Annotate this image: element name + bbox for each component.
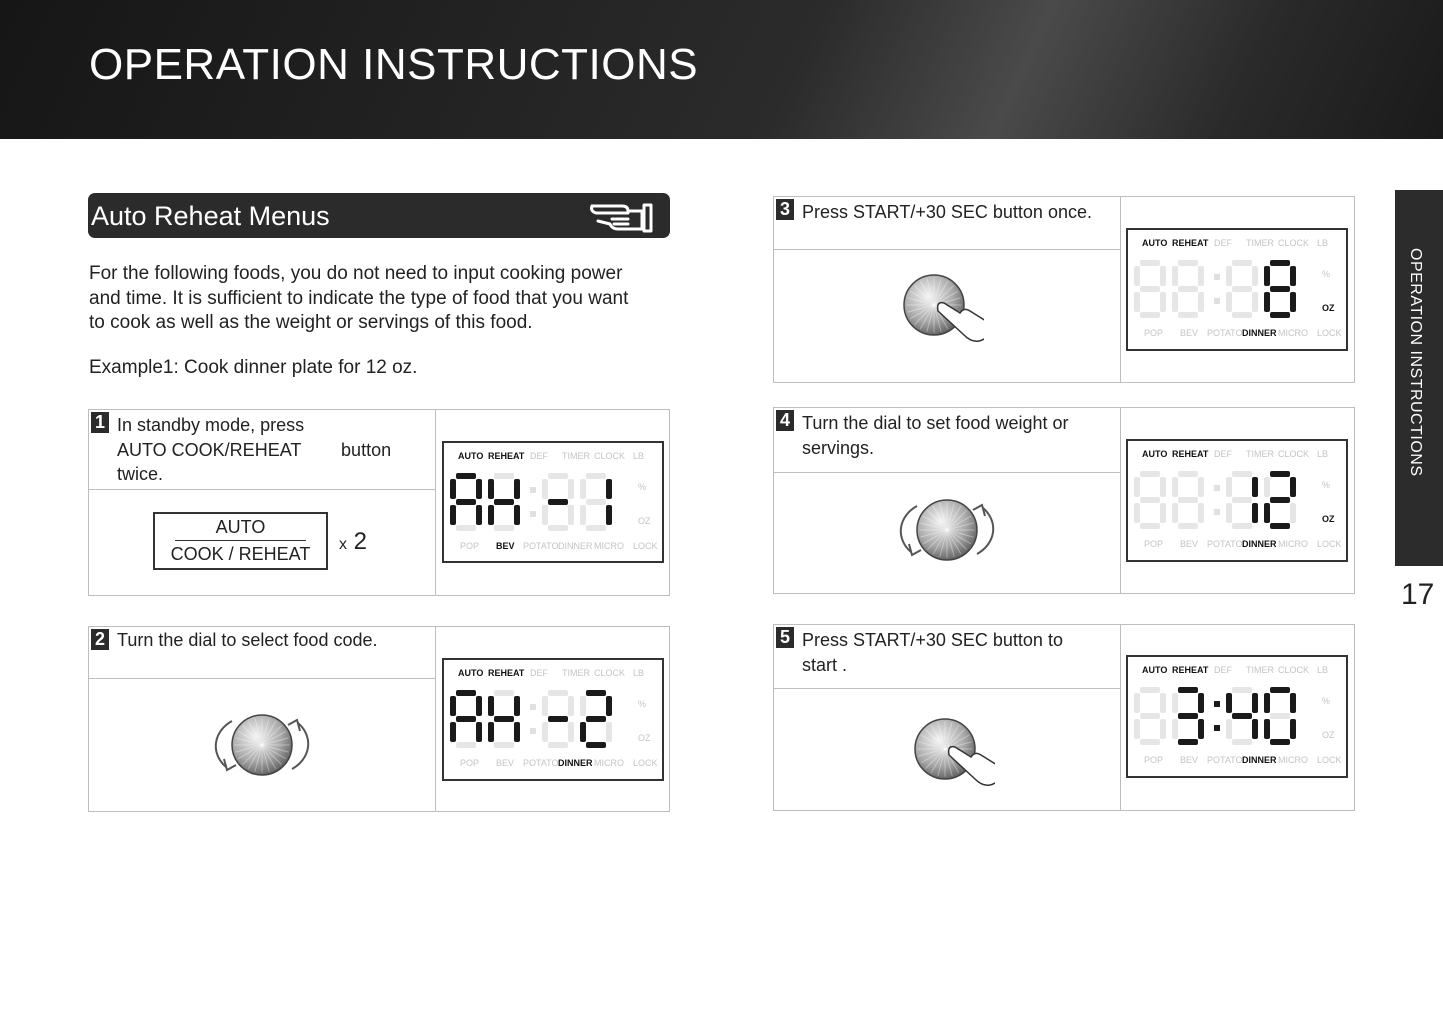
lcd-segment — [1140, 523, 1160, 529]
lcd-segment — [586, 716, 606, 722]
lcd-label: POTATO — [523, 541, 559, 551]
lcd-segment — [456, 690, 476, 696]
lcd-segment — [1232, 497, 1252, 503]
lcd-label: AUTO — [458, 668, 484, 678]
lcd-label: BEV — [1180, 328, 1199, 338]
lcd-segment — [1290, 477, 1296, 497]
lcd-label: LB — [1317, 449, 1329, 459]
lcd-segment — [494, 742, 514, 748]
lcd-label: LB — [633, 451, 645, 461]
lcd-segment — [1226, 266, 1232, 286]
lcd-label: TIMER — [1246, 238, 1274, 248]
lcd-label: MICRO — [1278, 539, 1308, 549]
example-text: Example1: Cook dinner plate for 12 oz. — [89, 357, 418, 378]
step-line: Turn the dial to set food weight or — [802, 413, 1069, 433]
step-line: AUTO COOK/REHEAT button — [117, 439, 392, 460]
lcd-segment — [1264, 477, 1270, 497]
lcd-segment — [494, 690, 514, 696]
lcd-colon — [1214, 509, 1220, 515]
lcd-segment — [1178, 312, 1198, 318]
lcd-segment — [1264, 719, 1270, 739]
lcd-segment — [1134, 477, 1140, 497]
lcd-segment — [456, 525, 476, 531]
lcd-label: DEF — [1214, 665, 1232, 675]
step-line: Press START/+30 SEC button once. — [802, 202, 1092, 222]
lcd-segment — [580, 479, 586, 499]
lcd-segment — [1232, 260, 1252, 266]
lcd-segment — [1178, 713, 1198, 719]
lcd-segment — [586, 499, 606, 505]
lcd-segment — [548, 690, 568, 696]
button-label-top: AUTO — [215, 517, 266, 537]
lcd-segment — [494, 499, 514, 505]
lcd-segment — [1252, 292, 1258, 312]
step-line: Turn the dial to select food code. — [117, 630, 378, 650]
lcd-label: TIMER — [562, 668, 590, 678]
lcd-segment — [456, 742, 476, 748]
lcd-segment — [1270, 523, 1290, 529]
lcd-colon — [1214, 701, 1220, 707]
lcd-segment — [606, 696, 612, 716]
lcd-segment — [1252, 719, 1258, 739]
lcd-segment — [476, 696, 482, 716]
step-instruction — [117, 413, 391, 487]
lcd-segment — [1252, 693, 1258, 713]
lcd-label: POP — [1144, 755, 1164, 765]
lcd-segment — [1198, 477, 1204, 497]
lcd-segment — [1232, 687, 1252, 693]
lcd-segment — [1198, 503, 1204, 523]
lcd-label: LOCK — [1317, 539, 1342, 549]
lcd-colon — [530, 487, 536, 493]
lcd-colon — [1214, 274, 1220, 280]
lcd-segment — [1178, 497, 1198, 503]
lcd-segment — [1270, 312, 1290, 318]
lcd-label: LB — [1317, 665, 1329, 675]
lcd-segment — [494, 716, 514, 722]
lcd-segment — [488, 696, 494, 716]
lcd-segment — [542, 696, 548, 716]
lcd-segment — [1270, 260, 1290, 266]
lcd-segment — [1226, 292, 1232, 312]
lcd-segment — [488, 722, 494, 742]
lcd-segment — [1140, 497, 1160, 503]
lcd-label: CLOCK — [594, 668, 626, 678]
step-1-panel — [88, 409, 670, 596]
step-number: 1 — [91, 412, 109, 433]
lcd-segment — [1226, 693, 1232, 713]
lcd-segment — [494, 525, 514, 531]
lcd-segment — [1290, 503, 1296, 523]
lcd-segment — [1134, 693, 1140, 713]
lcd-label: % — [1322, 480, 1331, 490]
step-line: Press START/+30 SEC button to — [802, 630, 1063, 650]
lcd-segment — [548, 473, 568, 479]
lcd-colon — [530, 704, 536, 710]
lcd-label: DINNER — [1242, 755, 1277, 765]
lcd-segment — [450, 479, 456, 499]
lcd-label: POTATO — [1207, 755, 1243, 765]
lcd-label: DINNER — [1242, 539, 1277, 549]
lcd-segment — [1160, 292, 1166, 312]
lcd-segment — [1270, 471, 1290, 477]
lcd-label: REHEAT — [1172, 449, 1209, 459]
lcd-segment — [1264, 693, 1270, 713]
lcd-label: AUTO — [1142, 449, 1168, 459]
lcd-segment — [1172, 292, 1178, 312]
intro-line: and time. It is sufficient to indicate the type of food that you want — [89, 287, 629, 309]
lcd-label: REHEAT — [1172, 238, 1209, 248]
lcd-segment — [606, 722, 612, 742]
section-title: Auto Reheat Menus — [91, 201, 330, 231]
lcd-label: CLOCK — [594, 451, 626, 461]
lcd-segment — [542, 479, 548, 499]
lcd-display — [1126, 655, 1348, 778]
button-label-bottom: COOK / REHEAT — [170, 544, 311, 564]
lcd-segment — [1232, 713, 1252, 719]
lcd-label: DINNER — [558, 541, 593, 551]
lcd-segment — [580, 696, 586, 716]
lcd-segment — [1160, 693, 1166, 713]
lcd-segment — [1134, 719, 1140, 739]
step-number: 4 — [776, 410, 794, 431]
lcd-segment — [586, 525, 606, 531]
lcd-label: OZ — [638, 733, 651, 743]
lcd-segment — [606, 479, 612, 499]
lcd-segment — [1134, 292, 1140, 312]
lcd-segment — [542, 505, 548, 525]
lcd-colon — [1214, 485, 1220, 491]
step-number: 5 — [776, 627, 794, 648]
lcd-segment — [1252, 477, 1258, 497]
lcd-segment — [1232, 471, 1252, 477]
lcd-colon — [1214, 725, 1220, 731]
lcd-label: LOCK — [633, 541, 658, 551]
lcd-segment — [1270, 687, 1290, 693]
auto-cook-reheat-button — [153, 512, 328, 570]
lcd-segment — [1232, 739, 1252, 745]
lcd-segment — [568, 505, 574, 525]
lcd-label: LOCK — [633, 758, 658, 768]
lcd-segment — [1264, 503, 1270, 523]
lcd-segment — [1178, 471, 1198, 477]
lcd-segment — [1178, 260, 1198, 266]
lcd-label: REHEAT — [488, 668, 525, 678]
step-instruction — [802, 411, 1068, 460]
lcd-segment — [514, 696, 520, 716]
lcd-label: TIMER — [1246, 665, 1274, 675]
lcd-segment — [542, 722, 548, 742]
lcd-label: MICRO — [1278, 328, 1308, 338]
lcd-segment — [1140, 713, 1160, 719]
lcd-segment — [450, 505, 456, 525]
lcd-segment — [1172, 719, 1178, 739]
lcd-label: AUTO — [458, 451, 484, 461]
lcd-segment — [1172, 477, 1178, 497]
lcd-segment — [1290, 266, 1296, 286]
lcd-label: LOCK — [1317, 328, 1342, 338]
lcd-segment — [494, 473, 514, 479]
lcd-segment — [1178, 286, 1198, 292]
lcd-label: DEF — [1214, 238, 1232, 248]
press-dial-icon — [902, 273, 984, 343]
lcd-label: CLOCK — [1278, 238, 1310, 248]
lcd-segment — [488, 479, 494, 499]
lcd-segment — [476, 505, 482, 525]
lcd-segment — [1172, 266, 1178, 286]
page-title: OPERATION INSTRUCTIONS — [89, 40, 699, 89]
lcd-label: % — [1322, 696, 1331, 706]
lcd-label: AUTO — [1142, 665, 1168, 675]
lcd-segment — [580, 505, 586, 525]
lcd-segment — [476, 722, 482, 742]
step-line: In standby mode, press — [117, 415, 305, 435]
lcd-display — [1126, 439, 1348, 562]
step-instruction — [802, 628, 1063, 677]
intro-paragraph — [89, 262, 669, 336]
lcd-segment — [1226, 503, 1232, 523]
lcd-segment — [1178, 523, 1198, 529]
lcd-segment — [1172, 693, 1178, 713]
lcd-segment — [1160, 477, 1166, 497]
lcd-colon — [1214, 298, 1220, 304]
lcd-segment — [1140, 471, 1160, 477]
lcd-label: LB — [1317, 238, 1329, 248]
step-5-panel — [773, 624, 1355, 811]
lcd-segment — [1226, 719, 1232, 739]
lcd-label: POP — [460, 541, 480, 551]
lcd-label: CLOCK — [1278, 665, 1310, 675]
lcd-label: OZ — [1322, 514, 1335, 524]
lcd-segment — [1198, 719, 1204, 739]
lcd-label: DINNER — [1242, 328, 1277, 338]
lcd-segment — [548, 742, 568, 748]
lcd-segment — [1160, 266, 1166, 286]
lcd-segment — [450, 722, 456, 742]
lcd-label: % — [638, 699, 647, 709]
step-line: twice. — [117, 464, 164, 484]
lcd-segment — [548, 525, 568, 531]
lcd-segment — [1198, 693, 1204, 713]
lcd-segment — [1140, 687, 1160, 693]
lcd-label: TIMER — [562, 451, 590, 461]
step-number: 2 — [91, 629, 109, 650]
lcd-label: MICRO — [594, 541, 624, 551]
step-4-panel — [773, 407, 1355, 594]
lcd-label: DEF — [530, 451, 548, 461]
lcd-label: LOCK — [1317, 755, 1342, 765]
lcd-label: BEV — [496, 541, 515, 551]
lcd-segment — [1290, 719, 1296, 739]
lcd-segment — [1290, 693, 1296, 713]
lcd-segment — [488, 505, 494, 525]
lcd-label: % — [1322, 269, 1331, 279]
lcd-segment — [1140, 739, 1160, 745]
lcd-segment — [586, 473, 606, 479]
intro-line: to cook as well as the weight or servings of this food. — [89, 312, 533, 333]
lcd-label: POTATO — [1207, 328, 1243, 338]
lcd-segment — [476, 479, 482, 499]
lcd-segment — [456, 473, 476, 479]
lcd-segment — [514, 479, 520, 499]
lcd-label: POP — [460, 758, 480, 768]
step-3-panel — [773, 196, 1355, 383]
lcd-segment — [1226, 477, 1232, 497]
lcd-segment — [1178, 739, 1198, 745]
lcd-segment — [1172, 503, 1178, 523]
lcd-segment — [568, 696, 574, 716]
lcd-segment — [1198, 292, 1204, 312]
lcd-label: LB — [633, 668, 645, 678]
lcd-segment — [586, 742, 606, 748]
lcd-segment — [1264, 266, 1270, 286]
lcd-segment — [1140, 286, 1160, 292]
rotate-dial-icon — [207, 711, 317, 779]
step-instruction — [117, 628, 378, 653]
lcd-label: POP — [1144, 328, 1164, 338]
lcd-segment — [1270, 497, 1290, 503]
lcd-segment — [568, 479, 574, 499]
lcd-label: AUTO — [1142, 238, 1168, 248]
lcd-segment — [1252, 503, 1258, 523]
press-dial-icon — [913, 717, 995, 787]
lcd-label: BEV — [1180, 755, 1199, 765]
lcd-segment — [1252, 266, 1258, 286]
lcd-segment — [1198, 266, 1204, 286]
lcd-segment — [456, 716, 476, 722]
lcd-colon — [530, 728, 536, 734]
lcd-segment — [1270, 713, 1290, 719]
lcd-label: CLOCK — [1278, 449, 1310, 459]
lcd-label: TIMER — [1246, 449, 1274, 459]
lcd-segment — [1160, 719, 1166, 739]
lcd-label: DINNER — [558, 758, 593, 768]
step-line: servings. — [802, 437, 875, 458]
pointing-hand-icon — [588, 197, 654, 235]
lcd-colon — [530, 511, 536, 517]
lcd-label: OZ — [1322, 303, 1335, 313]
step-number: 3 — [776, 199, 794, 220]
lcd-display — [442, 658, 664, 781]
lcd-segment — [514, 505, 520, 525]
lcd-segment — [586, 690, 606, 696]
lcd-segment — [548, 716, 568, 722]
lcd-segment — [1134, 266, 1140, 286]
lcd-label: DEF — [530, 668, 548, 678]
lcd-segment — [1264, 292, 1270, 312]
lcd-segment — [456, 499, 476, 505]
lcd-label: MICRO — [1278, 755, 1308, 765]
lcd-segment — [1232, 523, 1252, 529]
lcd-segment — [580, 722, 586, 742]
lcd-label: REHEAT — [488, 451, 525, 461]
lcd-segment — [568, 722, 574, 742]
step-line: start . — [802, 654, 848, 675]
lcd-label: POP — [1144, 539, 1164, 549]
lcd-label: POTATO — [523, 758, 559, 768]
lcd-display — [442, 441, 664, 563]
lcd-label: REHEAT — [1172, 665, 1209, 675]
lcd-segment — [1232, 312, 1252, 318]
lcd-segment — [1290, 292, 1296, 312]
lcd-label: BEV — [1180, 539, 1199, 549]
lcd-label: DEF — [1214, 449, 1232, 459]
lcd-segment — [1140, 260, 1160, 266]
lcd-segment — [548, 499, 568, 505]
lcd-label: POTATO — [1207, 539, 1243, 549]
lcd-display — [1126, 228, 1348, 351]
lcd-segment — [1140, 312, 1160, 318]
lcd-segment — [1270, 739, 1290, 745]
lcd-segment — [606, 505, 612, 525]
side-tab-label: OPERATION INSTRUCTIONS — [1407, 248, 1424, 477]
intro-line: For the following foods, you do not need to input cooking power — [89, 263, 623, 284]
lcd-segment — [450, 696, 456, 716]
step-2-panel — [88, 626, 670, 812]
lcd-segment — [1232, 286, 1252, 292]
lcd-segment — [1178, 687, 1198, 693]
lcd-label: OZ — [638, 516, 651, 526]
lcd-segment — [514, 722, 520, 742]
lcd-label: OZ — [1322, 730, 1335, 740]
lcd-label: % — [638, 482, 647, 492]
lcd-label: MICRO — [594, 758, 624, 768]
lcd-segment — [1160, 503, 1166, 523]
lcd-segment — [1134, 503, 1140, 523]
step-instruction — [802, 200, 1092, 225]
press-count: x 2 — [339, 528, 368, 555]
rotate-dial-icon — [892, 496, 1002, 564]
page-number: 17 — [1401, 578, 1435, 611]
lcd-label: BEV — [496, 758, 515, 768]
lcd-segment — [1270, 286, 1290, 292]
